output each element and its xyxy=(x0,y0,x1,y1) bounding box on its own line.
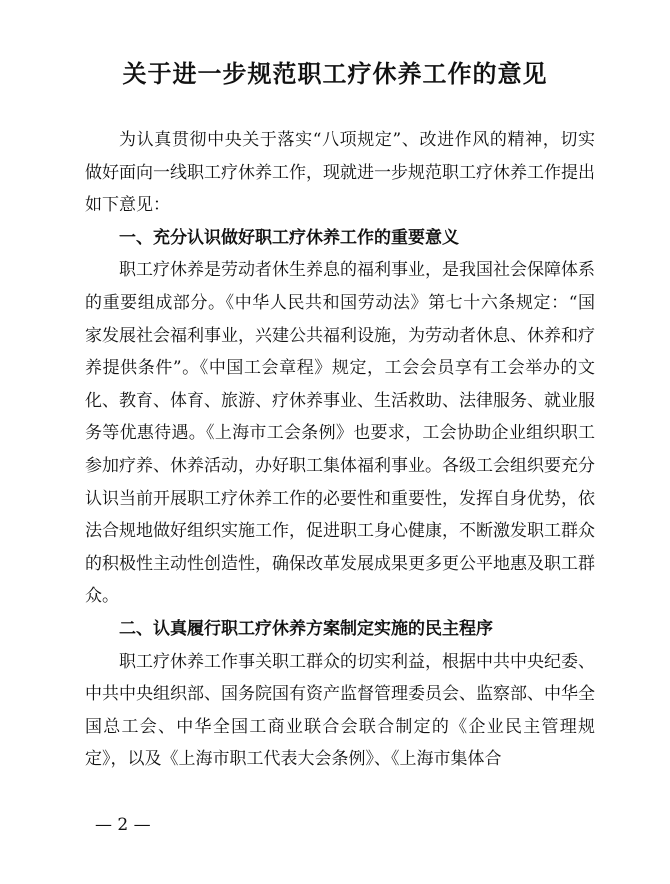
section-heading-2: 二、认真履行职工疗休养方案制定实施的民主程序 xyxy=(119,618,493,639)
document-title: 关于进一步规范职工疗休养工作的意见 xyxy=(122,59,548,88)
page-number: — 2 — xyxy=(95,815,151,835)
section-heading-1: 一、充分认识做好职工疗休养工作的重要意义 xyxy=(119,227,459,248)
intro-paragraph: 为认真贯彻中央关于落实“八项规定”、改进作风的精神，切实做好面向一线职工疗休养工作，现就进一步规范职工疗休养工作提出如下意见： xyxy=(85,130,595,216)
document-body xyxy=(85,124,595,776)
section-2-paragraph: 职工疗休养工作事关职工群众的切实利益，根据中共中央纪委、中共中央组织部、国务院国有资产监督管理委员会、监察部、中华全国总工会、中华全国工商业联合会联合制定的《企业民主管理规定》，以及《上海市职工代表大会条例》、《上海市集体合 xyxy=(85,651,595,770)
section-1-paragraph: 职工疗休养是劳动者休生养息的福利事业，是我国社会保障体系的重要组成部分。《中华人民共和国劳动法》第七十六条规定：“国家发展社会福利事业，兴建公共福利设施，为劳动者休息、休养和疗养提供条件”。《中国工会章程》规定，工会会员享有工会举办的文化、教育、体育、旅游、疗休养事业、生活救助、法律服务、就业服务等优惠待遇。《上海市工会条例》也要求，工会协助企业组织职工参加疗养、休养活动，办好职工集体福利事业。各级工会组织要充分认识当前开展职工疗休养工作的必要性和重要性，发挥自身优势，依法合规地做好组织实施工作，促进职工身心健康，不断激发职工群众的积极性主动性创造性，确保改革发展成果更多更公平地惠及职工群众。 xyxy=(85,260,595,607)
